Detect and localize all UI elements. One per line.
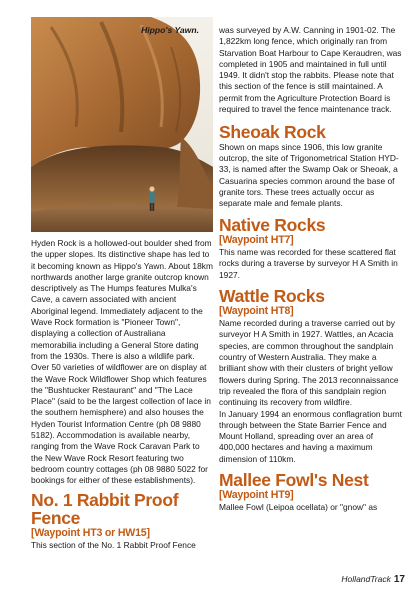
wattle-rocks-waypoint: [Waypoint HT8] — [219, 305, 294, 318]
wattle-rocks-heading: Wattle Rocks — [219, 285, 325, 306]
footer-brand: HollandTrack — [341, 574, 391, 584]
mallee-fowls-nest-waypoint: [Waypoint HT9] — [219, 489, 294, 502]
right-column — [219, 25, 405, 514]
page-footer — [341, 574, 405, 585]
rabbit-proof-fence-heading: No. 1 Rabbit Proof Fence — [31, 489, 179, 528]
hippos-yawn-body: Hyden Rock is a hollowed-out boulder shed from the upper slopes. Its distinctive shape has led to it becoming known as Hippo's Yawn. About 18km northwards another large granite outcrop known descriptively as The Humps features Mulka's Cave, a cavern associated with ancient Aboriginal legend. Immediately adjacent to the Wave Rock formation is "Pioneer Town", displaying a collection of Australiana memorabilia including a General Store dating from the 1930s. There is also a wildlife park. Over 50 varieties of wildflower are on display at the Wave Rock Wildflower Shop which features the "Bushtucker Restaurant" and "The Lace Place" (said to be the largest collection of lace in the southern hemisphere) and also houses the Hyden Tourist Information Centre (ph 08 9880 5182). Accommodation is available nearby, ranging from the Wave Rock Caravan Park to the New Wave Rock Resort featuring two bedroom country cottages (ph 08 9880 5022 for bookings for either of these establishments). — [31, 238, 213, 486]
rock-image — [31, 17, 213, 232]
rabbit-proof-fence-continued: was surveyed by A.W. Canning in 1901-02. The 1,822km long fence, which originally ran from Starvation Boat Harbour to Cape Keraudren, was completed in 1905 and maintained in full until 1949. It didn't stop the rabbits. Please note that this section of the fence is still maintained. A permit from the Agriculture Protection Board is required to travel the fence maintenance track. — [219, 25, 402, 115]
native-rocks-heading: Native Rocks — [219, 214, 326, 235]
photo-caption: Hippo's Yawn. — [141, 25, 199, 35]
rabbit-proof-fence-body: This section of the No. 1 Rabbit Proof Fence — [31, 540, 196, 551]
wattle-rocks-body-2: In January 1994 an enormous conflagration burnt through between the State Barrier Fence and Mount Holland, spreading over an area of 400,000 hectares and having a maximum dimension of 110km. — [219, 408, 402, 464]
sheoak-rock-heading: Sheoak Rock — [219, 122, 326, 143]
rabbit-proof-fence-waypoint: [Waypoint HT3 or HW15] — [31, 527, 150, 540]
left-column — [31, 238, 213, 552]
hippos-yawn-photo — [31, 17, 213, 232]
mallee-fowls-nest-body: Mallee Fowl (Leipoa ocellata) or "gnow" as — [219, 502, 378, 513]
native-rocks-body: This name was recorded for these scattered flat rocks during a traverse by surveyor H A Smith in 1927. — [219, 246, 398, 280]
page-number: 17 — [393, 574, 405, 585]
wattle-rocks-body: Name recorded during a traverse carried out by surveyor H A Smith in 1927. Wattles, an Acacia species, are common throughout the sandplain country of Western Australia. They make a brilliant show with their clusters of bright yellow flowers during Spring. The 2013 reconnaissance trip revealed the flora of this sandplain region continuing its recovery from wildfire. — [219, 318, 399, 408]
mallee-fowls-nest-heading: Mallee Fowl's Nest — [219, 470, 369, 491]
native-rocks-waypoint: [Waypoint HT7] — [219, 233, 294, 246]
sheoak-rock-body: Shown on maps since 1906, this low granite outcrop, the site of Trigonometrical Station HYD-33, is named after the Swamp Oak or Sheoak, a Casuarina species common around the base of granite tors. These trees actually occur as separate male and female plants. — [219, 141, 399, 209]
